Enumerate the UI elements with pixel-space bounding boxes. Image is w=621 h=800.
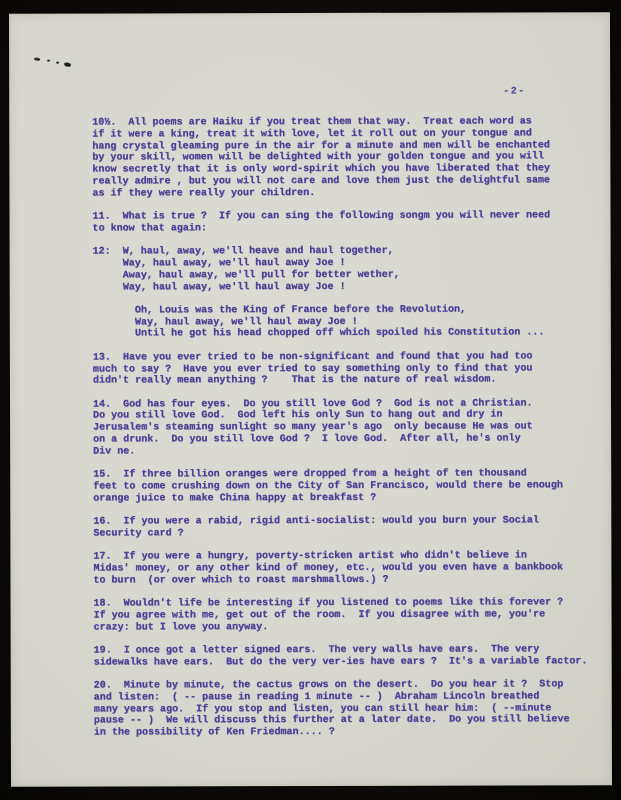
paragraph-14: 14. God has four eyes. Do you still love God ? God is not a Christian. Do you still love God. God left his only Sun to hang out and dry in Jerusalem's steaming sunlight so many year's ago only because He was out on a drunk. Do you still love God ? I love God. After all, he's only Div ne. [92, 398, 533, 458]
paragraph-13: 13. Have you ever tried to be non-significant and found that you had too much to say ? Have you ever tried to say something only to find that you didn't really mean anything ? That is the nature of real wisdom. [92, 351, 533, 387]
paragraph-15: 15. If three billion oranges were dropped from a height of ten thousand feet to come crushing down on the City of San Francisco, would there be enough orange juice to make China happy at breakfast ? [93, 468, 563, 505]
paragraph-12-stanza-2: Oh, Louis was the King of France before the Revolution, Way, haul away, we'll haul away Joe ! Until he got his head chopped off which spoiled his Constitution ... [92, 304, 545, 341]
paragraph-19: 19. I once got a letter signed ears. The very walls have ears. The very sidewalks have ears. But do the very ver-ies have ears ? It's a variable factor. [93, 644, 588, 669]
ink-dot [64, 62, 71, 67]
ink-dot [56, 62, 59, 64]
paragraph-20: 20. Minute by minute, the cactus grows on the desert. Do you hear it ? Stop and listen: ( -- pause in reading 1 minute -- ) Abraham Lincoln breathed many years ago. If you stop and listen, you can still hear him: ( --minute pause -- ) We will discuss this further at a later date. Do you still believe in the possibility of Ken Friedman.... ? [93, 679, 570, 739]
paragraph-10-half: 10½. All poems are Haiku if you treat them that way. Treat each word as if it were a king, treat it with love, let it roll out on your tongue and hang crystal gleaming pure in the air for a minute and men will be enchanted by your skill, women will be delighted with your golden tongue and you will know secretly that it is only word-spirit which you have liberated that they really admire , but you will not care and love them just the delightful same as if they were really your children. [92, 116, 551, 200]
paragraph-12-stanza-1: 12: W, haul, away, we'll heave and haul together, Way, haul away, we'll haul away Joe ! Away, haul away, we'll pull for better wether, Way, haul away, we'll haul away Joe ! [92, 245, 400, 294]
paragraph-16: 16. If you were a rabid, rigid anti-socialist: would you burn your Social Security card ? [93, 515, 539, 540]
typewritten-page [9, 12, 612, 787]
paragraph-17: 17. If you were a hungry, poverty-stricken artist who didn't believe in Midas' money, or any other kind of money, etc., would you even have a bankbook to burn (or over which to roast marshmallows.) ? [93, 550, 564, 587]
ink-dot [34, 57, 40, 61]
ink-dot [47, 60, 50, 62]
page-number: -2- [503, 86, 526, 98]
document-body [92, 116, 594, 751]
paragraph-18: 18. Wouldn't life be interesting if you listened to poems like this forever ? If you agree with me, get out of the room. If you disagree with me, you're crazy: but I love you anyway. [93, 597, 564, 634]
paragraph-11: 11. What is true ? If you can sing the following songm you will never need to know that again: [92, 210, 551, 235]
ink-smudge-mark [9, 14, 79, 74]
